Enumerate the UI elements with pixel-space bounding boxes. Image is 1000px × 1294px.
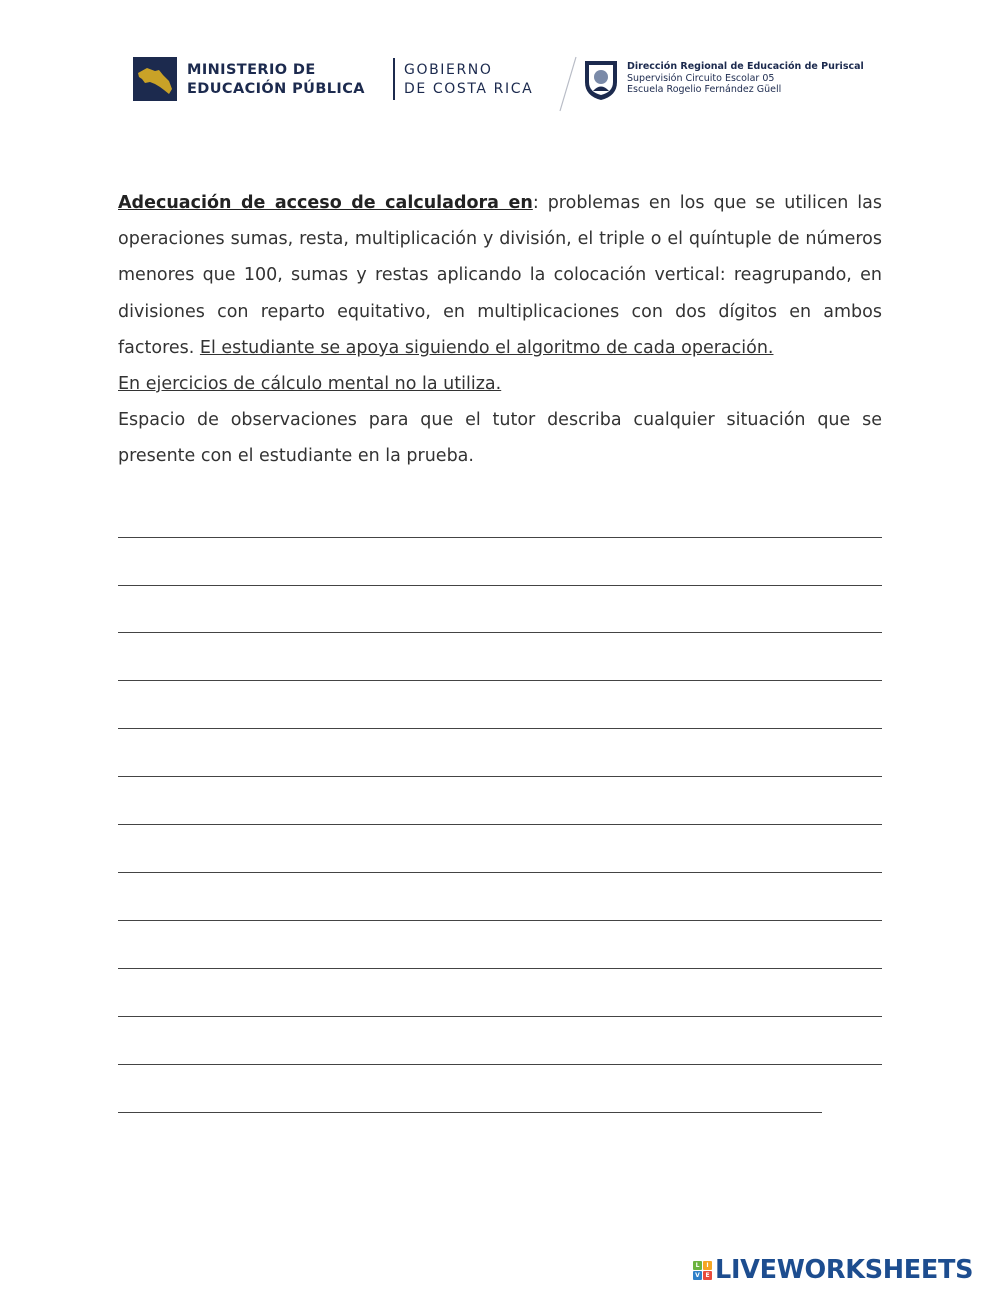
header-divider <box>393 58 395 100</box>
logo-tile: I <box>703 1261 712 1270</box>
liveworksheets-logo <box>693 1257 973 1283</box>
school-name: Escuela Rogelio Fernández Güell <box>627 84 782 95</box>
logo-tile: E <box>703 1271 712 1280</box>
adaptation-heading: Adecuación de acceso de calculadora en <box>118 193 533 213</box>
regional-office-info <box>627 61 864 96</box>
observation-line[interactable] <box>118 776 882 777</box>
mep-logo-icon <box>133 57 177 101</box>
regional-circuit: Supervisión Circuito Escolar 05 <box>627 72 775 84</box>
observation-line[interactable] <box>118 872 882 873</box>
page-header <box>0 0 1000 130</box>
observation-line[interactable] <box>118 632 882 633</box>
logo-tile: L <box>693 1261 702 1270</box>
observation-line[interactable] <box>118 920 882 921</box>
observation-line[interactable] <box>118 1016 882 1017</box>
adaptation-description: : problemas en los que se utilicen las operaciones sumas, resta, multiplicación y división, el triple o el quíntuple de números menores que 100, sumas y restas aplicando la colocación vertical: reagrupando, en divisiones con reparto equitativo, en multiplicaciones con dos dígitos en ambos factores. <box>118 193 882 358</box>
observation-line[interactable] <box>118 537 882 538</box>
mental-calculation-note: En ejercicios de cálculo mental no la utiliza. <box>118 374 502 395</box>
observation-line[interactable] <box>118 585 882 586</box>
ministry-line-2: EDUCACIÓN PÚBLICA <box>187 81 365 97</box>
school-crest-icon <box>582 58 620 102</box>
government-line-1: GOBIERNO <box>404 62 493 78</box>
header-slash-divider <box>558 56 578 112</box>
liveworksheets-icon <box>693 1261 712 1280</box>
observations-prompt: Espacio de observaciones para que el tutor describa cualquier situación que se presente con el estudiante en la prueba. <box>118 410 882 467</box>
observation-line[interactable] <box>118 968 882 969</box>
observation-line[interactable] <box>118 1112 822 1113</box>
liveworksheets-wordmark: LIVEWORKSHEETS <box>715 1255 974 1285</box>
observation-line[interactable] <box>118 728 882 729</box>
observation-line[interactable] <box>118 1064 882 1065</box>
document-body <box>118 185 882 475</box>
observation-line[interactable] <box>118 680 882 681</box>
government-name <box>404 61 533 99</box>
algorithm-support-note: El estudiante se apoya siguiendo el algoritmo de cada operación. <box>199 337 774 358</box>
ministry-line-1: MINISTERIO DE <box>187 62 316 78</box>
ministry-name <box>187 61 365 99</box>
logo-tile: V <box>693 1271 702 1280</box>
government-line-2: DE COSTA RICA <box>404 81 534 97</box>
observation-line[interactable] <box>118 824 882 825</box>
regional-title: Dirección Regional de Educación de Puriscal <box>627 61 864 72</box>
calculator-adaptation-paragraph <box>118 185 882 366</box>
mental-calculation-note-paragraph <box>118 366 882 402</box>
